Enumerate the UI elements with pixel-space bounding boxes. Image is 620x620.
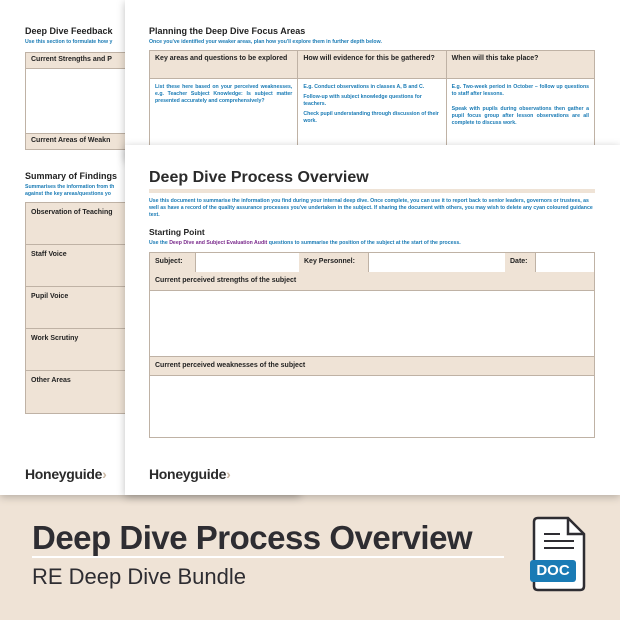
summary-title: Summary of Findings: [25, 171, 118, 181]
planning-cell-when: E.g. Two-week period in October – follow up questions to staff after lessons. Speak with pupils during observations then gather a pupil focus group after lesson observations are all complete to discuss work.: [446, 79, 594, 159]
summary-row-pupil: Pupil Voice: [26, 287, 126, 329]
weakness-row-label: Current Areas of Weakn: [26, 133, 286, 149]
overview-intro: Use this document to summarise the information you find during your internal deep dive. Once complete, you can use it to report back to senior leaders, governors or trustees, as well as have a record of the quality assurance processes you've undertaken in the subject. If sharing the document with others, you may wish to delete any cyan coloured guidance text.: [149, 198, 593, 219]
planning-title: Planning the Deep Dive Focus Areas: [149, 26, 306, 36]
overview-page: [125, 145, 620, 495]
planning-header-evidence: How will evidence for this be gathered?: [298, 51, 446, 79]
banner-subtitle: RE Deep Dive Bundle: [32, 564, 247, 589]
date-field[interactable]: [536, 253, 594, 272]
doc-badge-label: DOC: [536, 562, 570, 579]
subject-label: Subject:: [150, 253, 196, 272]
summary-sub-a: Summarises the information from th: [25, 184, 115, 190]
planning-page: [125, 0, 620, 160]
banner-rule: [32, 556, 504, 558]
strengths-heading: Current perceived strengths of the subject: [150, 272, 594, 291]
summary-row-observation: Observation of Teaching: [26, 203, 126, 245]
key-personnel-label: Key Personnel:: [299, 253, 369, 272]
doc-file-icon: [528, 516, 588, 592]
planning-cell-evidence: E.g. Conduct observations in classes A, B and C. Follow-up with subject knowledge questions for teachers. Check pupil understanding through discussion of their work.: [298, 79, 446, 159]
key-personnel-field[interactable]: [369, 253, 506, 272]
title-underline: [149, 189, 595, 193]
strengths-row-label: Current Strengths and P: [26, 53, 286, 69]
summary-row-other: Other Areas: [26, 371, 126, 413]
planning-header-when: When will this take place?: [446, 51, 594, 79]
weaknesses-heading: Current perceived weaknesses of the subject: [150, 357, 594, 376]
honeyguide-logo: Honeyguide›: [25, 466, 107, 482]
audit-link[interactable]: Deep Dive and Subject Evaluation Audit: [169, 240, 268, 246]
planning-cell-areas: List these here based on your perceived weaknesses, e.g. Teacher Subject Knowledge: Is subject matter presented accurately and comprehensively?: [150, 79, 298, 159]
planning-subtitle: Once you've identified your weaker areas, plan how you'll explore them in further depth below.: [149, 39, 382, 45]
feedback-title: Deep Dive Feedback: [25, 26, 113, 36]
feedback-subtitle: Use this section to formulate how y: [25, 39, 113, 45]
overview-title: Deep Dive Process Overview: [149, 169, 369, 186]
banner-title: Deep Dive Process Overview: [32, 519, 473, 556]
strengths-field[interactable]: [150, 291, 594, 357]
summary-row-work: Work Scrutiny: [26, 329, 126, 371]
planning-header-areas: Key areas and questions to be explored: [150, 51, 298, 79]
section-guidance: Use the Deep Dive and Subject Evaluation Audit questions to summarise the position of the subject at the start of the process.: [149, 240, 461, 246]
date-label: Date:: [505, 253, 536, 272]
section-heading: Starting Point: [149, 227, 205, 237]
honeyguide-logo-front: Honeyguide›: [149, 466, 231, 482]
summary-sub-b: against the key areas/questions yo: [25, 191, 111, 197]
subject-field[interactable]: [196, 253, 300, 272]
weaknesses-field[interactable]: [150, 376, 594, 437]
summary-row-staff: Staff Voice: [26, 245, 126, 287]
